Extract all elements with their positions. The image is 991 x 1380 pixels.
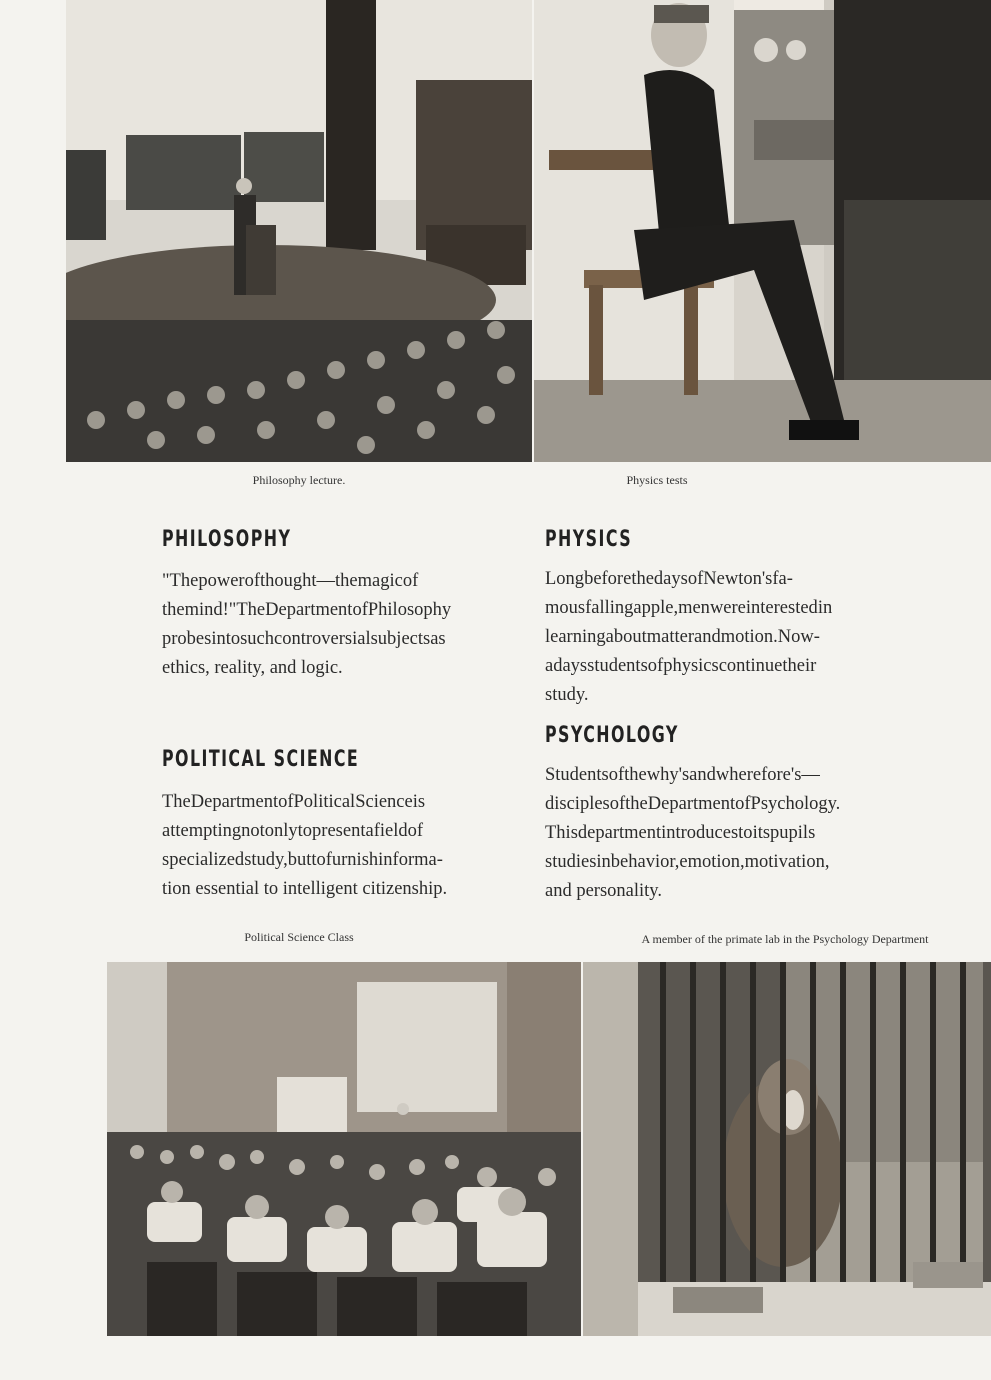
word: disciples	[545, 794, 610, 814]
physics-heading: PHYSICS	[545, 527, 633, 552]
polisci-line	[162, 817, 508, 846]
word: of	[647, 656, 664, 676]
word: is	[412, 792, 426, 812]
word: of	[735, 794, 751, 814]
word: mous	[545, 598, 586, 618]
psychology-paragraph	[545, 761, 891, 906]
word: continue	[718, 656, 783, 676]
word: such	[240, 629, 275, 649]
word: power	[198, 571, 245, 591]
word: informa-	[378, 850, 443, 870]
word: department	[577, 823, 662, 843]
word: about	[605, 627, 647, 647]
word: wherefore's—	[715, 765, 820, 785]
word: days	[653, 569, 688, 589]
word: to	[297, 821, 313, 841]
word: adays	[545, 656, 588, 676]
psych-photo-caption: A member of the primate lab in the Psychology Department	[641, 932, 929, 946]
word: study,	[244, 850, 288, 870]
political-science-paragraph	[162, 788, 508, 904]
word: controversial	[274, 629, 371, 649]
word: thought—the	[259, 571, 358, 591]
word: of	[608, 765, 625, 785]
word: a	[365, 821, 374, 841]
philosophy-photo-caption: Philosophy lecture.	[252, 473, 346, 487]
psychology-line	[545, 819, 891, 848]
psychology-heading: PSYCHOLOGY	[545, 723, 679, 748]
word: as	[430, 629, 446, 649]
word: Political	[293, 792, 356, 812]
word: the	[162, 600, 185, 620]
word: motion.	[720, 627, 778, 647]
word: "The	[162, 571, 199, 591]
word: learning	[545, 627, 606, 647]
polisci-line: tion essential to intelligent citizenship.	[162, 879, 448, 899]
word: pupils	[770, 823, 816, 843]
word: only	[264, 821, 298, 841]
polisci-line	[162, 846, 508, 875]
psychology-line	[545, 790, 891, 819]
physics-photo-caption: Physics tests	[626, 473, 688, 487]
word: men	[678, 598, 710, 618]
word: of	[609, 794, 626, 814]
word: Department	[190, 792, 279, 812]
word: in	[596, 852, 611, 872]
word: introduces	[661, 823, 739, 843]
word: Psychology.	[750, 794, 841, 814]
word: specialized	[162, 850, 245, 870]
physics-line: study.	[545, 685, 589, 705]
word: Students	[545, 765, 609, 785]
word: its	[752, 823, 771, 843]
word: the	[631, 569, 654, 589]
word: behavior,	[610, 852, 680, 872]
word: This	[545, 823, 578, 843]
polisci-line	[162, 788, 508, 817]
word: motivation,	[744, 852, 830, 872]
word: before	[584, 569, 632, 589]
word: attempting	[162, 821, 242, 841]
word: and	[689, 765, 716, 785]
word: and	[694, 627, 721, 647]
word: in	[817, 598, 833, 618]
word: of	[687, 569, 704, 589]
political-science-heading: POLITICAL SCIENCE	[162, 747, 360, 772]
word: Long	[545, 569, 585, 589]
physics-line	[545, 652, 891, 681]
philosophy-lecture-photo	[66, 0, 532, 462]
word: Department	[265, 600, 353, 620]
psychology-line	[545, 761, 891, 790]
word: matter	[646, 627, 694, 647]
word: interested	[745, 598, 818, 618]
physics-line	[545, 565, 891, 594]
polisci-photo-caption: Political Science Class	[244, 930, 354, 944]
physics-paragraph	[545, 565, 891, 710]
psychology-line: and personality.	[545, 881, 662, 901]
word: The	[236, 600, 266, 620]
word: the	[624, 765, 647, 785]
word: not	[241, 821, 265, 841]
physics-line	[545, 594, 891, 623]
political-science-class-photo	[107, 962, 581, 1336]
primate-lab-photo	[583, 962, 991, 1336]
word: Newton's	[703, 569, 773, 589]
word: but	[287, 850, 312, 870]
philosophy-line	[162, 596, 508, 625]
word: of	[407, 821, 424, 841]
word: falling	[585, 598, 634, 618]
philosophy-line	[162, 567, 508, 596]
word: magic	[357, 571, 403, 591]
word: The	[162, 792, 191, 812]
word: subjects	[370, 629, 431, 649]
word: to	[311, 850, 326, 870]
word: Now-	[777, 627, 820, 647]
physics-line	[545, 623, 891, 652]
philosophy-paragraph	[162, 567, 508, 683]
word: into	[211, 629, 241, 649]
word: probes	[162, 629, 212, 649]
word: the	[625, 794, 648, 814]
philosophy-line: ethics, reality, and logic.	[162, 658, 343, 678]
word: students	[587, 656, 648, 676]
word: emotion,	[679, 852, 745, 872]
word: fa-	[772, 569, 793, 589]
word: of	[278, 792, 294, 812]
word: of	[244, 571, 260, 591]
word: Department	[647, 794, 736, 814]
word: field	[373, 821, 408, 841]
word: present	[312, 821, 366, 841]
word: why's	[646, 765, 690, 785]
word: apple,	[633, 598, 679, 618]
word: of	[352, 600, 368, 620]
word: of	[402, 571, 419, 591]
word: were	[709, 598, 746, 618]
word: physics	[663, 656, 719, 676]
word: furnish	[325, 850, 379, 870]
word: studies	[545, 852, 597, 872]
word: to	[738, 823, 753, 843]
psychology-line	[545, 848, 891, 877]
word: mind!"	[184, 600, 237, 620]
word: their	[782, 656, 817, 676]
word: Philosophy	[367, 600, 452, 620]
physics-tests-photo	[534, 0, 991, 462]
philosophy-heading: PHILOSOPHY	[162, 527, 292, 552]
philosophy-line	[162, 625, 508, 654]
word: Science	[355, 792, 413, 812]
